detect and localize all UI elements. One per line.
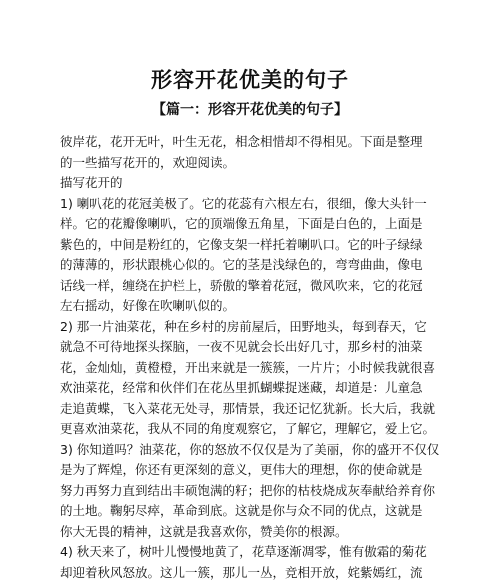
paragraph-line: 彼岸花，花开无叶，叶生无花，相念相惜却不得相见。下面是整理 [60, 132, 455, 153]
section-heading: 【篇一：形容开花优美的句子】 [0, 99, 500, 119]
paragraph-line: 你大无畏的精神，这就是我喜欢你，赞美你的根源。 [60, 522, 455, 543]
paragraph-line: 走追黄蝶，飞入菜花无处寻，那情景，我还记忆犹新。长大后，我就 [60, 399, 455, 420]
paragraph-line: 描写花开的 [60, 173, 455, 194]
article-body [60, 132, 455, 583]
document-title: 形容开花优美的句子 [0, 64, 500, 94]
paragraph-line: 样。它的花瓣像喇叭，它的顶端像五角星，下面是白色的，上面是 [60, 214, 455, 235]
paragraph-line: 努力再努力直到结出丰硕饱满的籽；把你的枯枝烧成灰奉献给养育你 [60, 481, 455, 502]
paragraph-line: 的一些描写花开的，欢迎阅读。 [60, 153, 455, 174]
paragraph-line: 的薄薄的，形状跟桃心似的。它的茎是浅绿色的，弯弯曲曲，像电 [60, 255, 455, 276]
paragraph-line: 3) 你知道吗？油菜花，你的怒放不仅仅是为了美丽，你的盛开不仅仅 [60, 440, 455, 461]
paragraph-line: 是为了辉煌，你还有更深刻的意义，更伟大的理想，你的使命就是 [60, 460, 455, 481]
paragraph-line: 左右摇动，好像在吹喇叭似的。 [60, 296, 455, 317]
paragraph-line: 紫色的，中间是粉红的，它像支架一样托着喇叭口。它的叶子绿绿 [60, 235, 455, 256]
paragraph-line: 却迎着秋风怒放。这儿一簇，那儿一丛，竞相开放，姹紫嫣红，流 [60, 563, 455, 583]
paragraph-line: 4) 秋天来了，树叶儿慢慢地黄了，花草逐渐凋零，惟有傲霜的菊花 [60, 542, 455, 563]
paragraph-line: 话线一样，缠绕在护栏上，骄傲的擎着花冠，微风吹来，它的花冠 [60, 276, 455, 297]
paragraph-line: 更喜欢油菜花，我从不同的角度观察它，了解它，理解它，爱上它。 [60, 419, 455, 440]
paragraph-line: 的土地。鞠躬尽瘁，革命到底。这就是你与众不同的优点，这就是 [60, 501, 455, 522]
paragraph-line: 2) 那一片油菜花，种在乡村的房前屋后，田野地头，每到春天，它 [60, 317, 455, 338]
paragraph-line: 1) 喇叭花的花冠美极了。它的花蕊有六根左右，很细，像大头针一 [60, 194, 455, 215]
paragraph-line: 就急不可待地探头探脑，一夜不见就会长出好几寸，那乡村的油菜 [60, 337, 455, 358]
paragraph-line: 欢油菜花，经常和伙伴们在花丛里抓蝴蝶捉迷藏，却道是：儿童急 [60, 378, 455, 399]
paragraph-line: 花，金灿灿，黄橙橙，开出来就是一簇簇，一片片；小时候我就很喜 [60, 358, 455, 379]
